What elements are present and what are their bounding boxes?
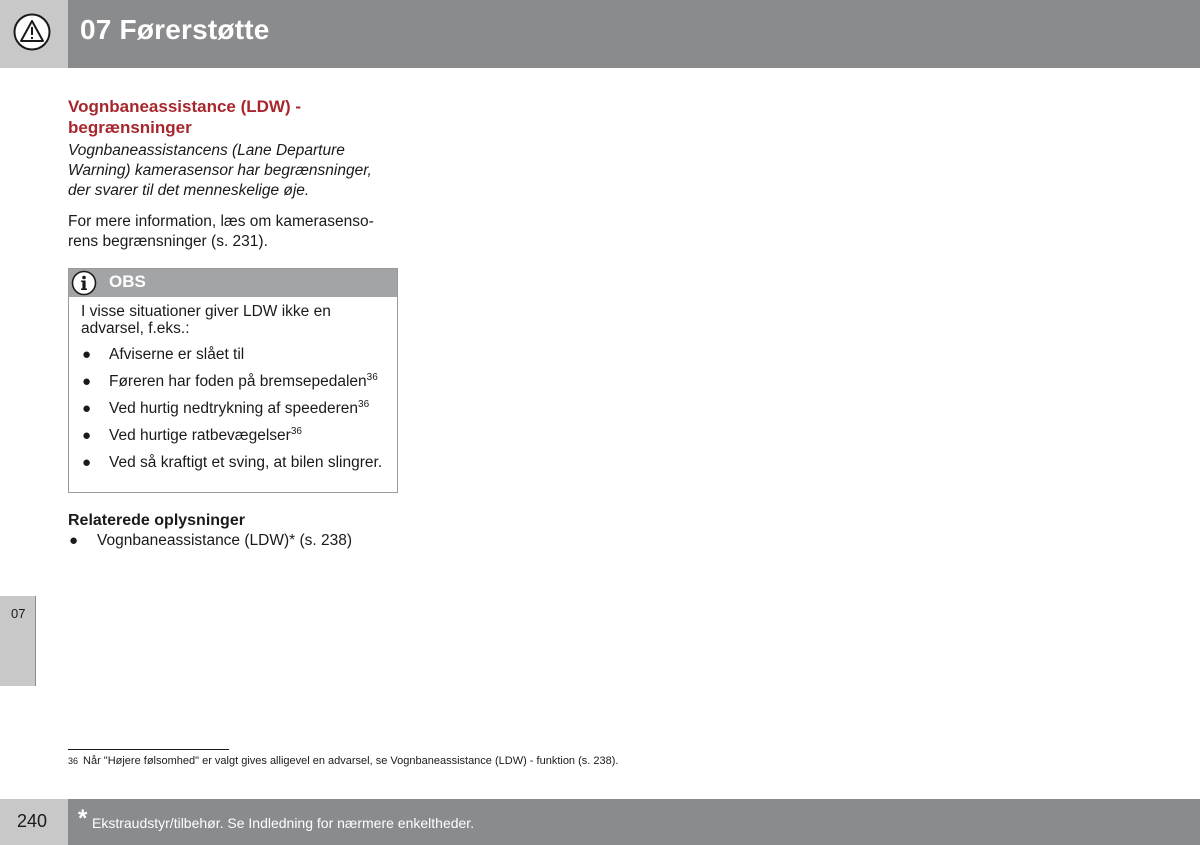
- header-icon-area: [0, 0, 68, 68]
- bullet-icon: ●: [82, 427, 92, 444]
- list-item-text: Føreren har foden på bremsepedalen: [109, 373, 367, 390]
- bullet-icon: ●: [69, 532, 79, 549]
- footnote-text: Når "Højere følsomhed" er valgt gives alligevel en advarsel, se Vognbaneassistance (LDW) - funktion (s. 238).: [83, 755, 619, 767]
- section-body: For mere information, læs om kamerasensorens begrænsninger (s. 231).: [68, 213, 374, 250]
- asterisk-icon: *: [78, 805, 88, 832]
- page-number: 240: [17, 811, 48, 831]
- note-box: [68, 268, 398, 493]
- related-title: Relaterede oplysninger: [68, 512, 245, 529]
- chapter-header: [68, 0, 1200, 68]
- list-item: [81, 454, 386, 472]
- footnote-ref: 36: [290, 425, 302, 437]
- section-title: Vognbaneassistance (LDW) - begrænsninger: [68, 97, 301, 137]
- side-tab-label: 07: [11, 606, 26, 621]
- chapter-title: 07 Førerstøtte: [80, 14, 270, 45]
- note-list: [81, 346, 386, 481]
- bullet-icon: ●: [82, 346, 92, 363]
- bullet-icon: ●: [82, 400, 92, 417]
- footnote: [68, 755, 968, 768]
- bullet-icon: ●: [82, 373, 92, 390]
- list-item-text: Ved så kraftigt et sving, at bilen slingrer.: [109, 454, 383, 471]
- chapter-side-tab: [0, 596, 36, 686]
- note-text: I visse situationer giver LDW ikke en advarsel, f.eks.:: [81, 303, 331, 337]
- list-item-text: Ved hurtige ratbevægelser: [109, 427, 291, 444]
- note-header: [69, 269, 397, 297]
- footer-bar: [68, 799, 1200, 845]
- list-item: [81, 400, 386, 418]
- section-intro: Vognbaneassistancens (Lane Departure Warning) kamerasensor har begrænsninger, der svarer til det menneskelige øje.: [68, 142, 372, 199]
- warning-triangle-icon: [13, 13, 51, 51]
- list-item-text: Afviserne er slået til: [109, 346, 245, 363]
- footnote-divider: [68, 749, 229, 750]
- bullet-icon: ●: [82, 454, 92, 471]
- footer-text: Ekstraudstyr/tilbehør. Se Indledning for nærmere enkeltheder.: [92, 815, 475, 831]
- list-item: [81, 373, 386, 391]
- info-icon: [71, 270, 97, 296]
- footer-page-area: [0, 799, 68, 845]
- list-item: [81, 427, 386, 445]
- list-item: [81, 346, 386, 364]
- related-list: [68, 532, 352, 550]
- footnote-ref: 36: [366, 371, 378, 383]
- related-link-text[interactable]: Vognbaneassistance (LDW)* (s. 238): [97, 532, 353, 549]
- note-label: OBS: [109, 272, 146, 291]
- related-link[interactable]: [68, 532, 352, 550]
- footnote-number: 36: [68, 756, 79, 766]
- list-item-text: Ved hurtig nedtrykning af speederen: [109, 400, 359, 417]
- footnote-ref: 36: [358, 398, 370, 410]
